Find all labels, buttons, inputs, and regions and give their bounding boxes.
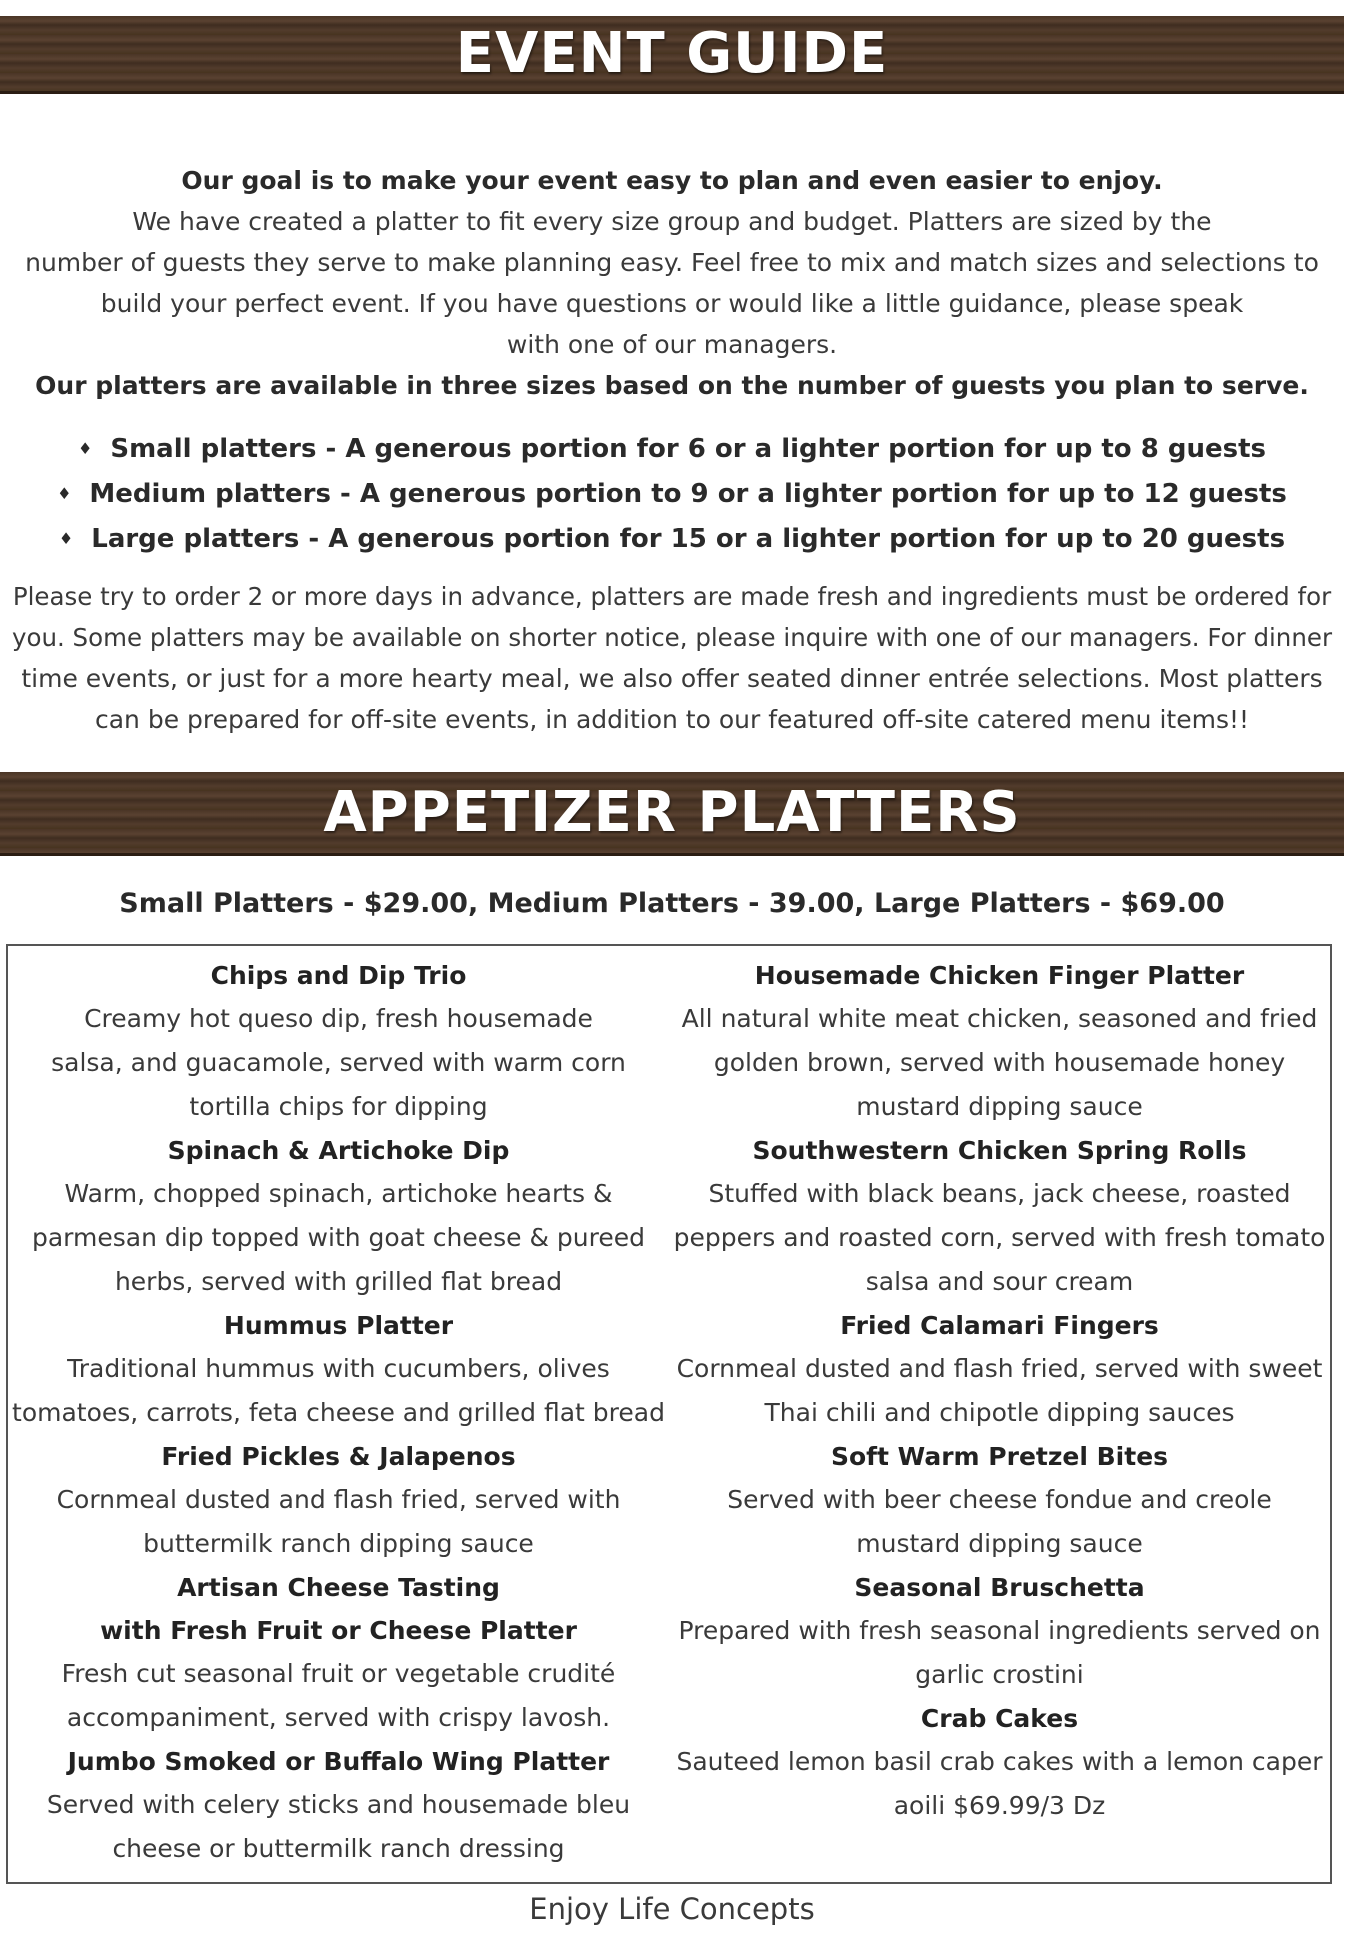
menu-item-description: Cornmeal dusted and flash fried, served with sweet xyxy=(676,1354,1323,1383)
menu-item-description: Cornmeal dusted and flash fried, served with xyxy=(56,1485,621,1514)
menu-item-description: herbs, served with grilled flat bread xyxy=(114,1267,563,1296)
menu-item-name: with Fresh Fruit or Cheese Platter xyxy=(100,1616,577,1645)
sizes-heading: Our platters are available in three sizes based on the number of guests you plan to serve. xyxy=(35,371,1309,400)
menu-item-name: Artisan Cheese Tasting xyxy=(177,1573,500,1602)
menu-item-description: tomatoes, carrots, feta cheese and grilled flat bread xyxy=(12,1398,665,1427)
menu-item-description: accompaniment, served with crispy lavosh. xyxy=(66,1703,611,1732)
menu-item-description: tortilla chips for dipping xyxy=(189,1092,488,1121)
menu-item-description: Served with celery sticks and housemade bleu xyxy=(46,1790,631,1819)
menu-item-name: Chips and Dip Trio xyxy=(210,961,467,990)
menu-column-right xyxy=(669,954,1330,1882)
event-guide-banner xyxy=(0,16,1344,94)
advance-line: time events, or just for a more hearty meal, we also offer seated dinner entrée selections. Most platters xyxy=(21,664,1323,693)
menu-item xyxy=(8,1129,669,1304)
menu-item xyxy=(8,954,669,1129)
event-guide-title: EVENT GUIDE xyxy=(455,21,889,86)
menu-item-description: buttermilk ranch dipping sauce xyxy=(143,1529,534,1558)
intro-line: build your perfect event. If you have questions or would like a little guidance, please speak xyxy=(100,289,1244,318)
menu-item-description: aoili $69.99/3 Dz xyxy=(893,1791,1106,1820)
menu-item-description: mustard dipping sauce xyxy=(856,1092,1143,1121)
menu-item-name: Southwestern Chicken Spring Rolls xyxy=(752,1136,1247,1165)
menu-item-description: Sauteed lemon basil crab cakes with a lemon caper xyxy=(676,1747,1323,1776)
menu-item-name: Fried Calamari Fingers xyxy=(840,1311,1159,1340)
appetizer-banner xyxy=(0,772,1344,856)
intro-line: with one of our managers. xyxy=(506,330,838,359)
advance-order-note xyxy=(0,576,1344,740)
menu-item-description: Stuffed with black beans, jack cheese, roasted xyxy=(708,1179,1291,1208)
menu-item xyxy=(8,1435,669,1566)
menu-column-left xyxy=(8,954,669,1882)
menu-item-description: golden brown, served with housemade honey xyxy=(713,1048,1286,1077)
platter-sizes-list xyxy=(0,428,1344,563)
size-large: ♦ Large platters - A generous portion for 15 or a lighter portion for up to 20 guests xyxy=(0,518,1344,563)
appetizer-title: APPETIZER PLATTERS xyxy=(323,780,1021,845)
menu-item-description: garlic crostini xyxy=(915,1660,1084,1689)
menu-item xyxy=(669,954,1330,1129)
menu-item-description: Thai chili and chipotle dipping sauces xyxy=(764,1398,1235,1427)
menu-item-description: Fresh cut seasonal fruit or vegetable crudité xyxy=(61,1659,616,1688)
intro-line: We have created a platter to fit every size group and budget. Platters are sized by the xyxy=(132,207,1212,236)
menu-item-name: Seasonal Bruschetta xyxy=(854,1573,1145,1602)
size-small: ♦ Small platters - A generous portion for 6 or a lighter portion for up to 8 guests xyxy=(0,428,1344,473)
menu-item xyxy=(8,1740,669,1871)
intro-line: number of guests they serve to make planning easy. Feel free to mix and match sizes and selections to xyxy=(25,248,1319,277)
menu-item xyxy=(669,1129,1330,1304)
menu-item-description: Traditional hummus with cucumbers, olives xyxy=(67,1354,610,1383)
size-medium: ♦ Medium platters - A generous portion to 9 or a lighter portion for up to 12 guests xyxy=(0,473,1344,518)
menu-item-name: Spinach & Artichoke Dip xyxy=(167,1136,510,1165)
advance-line: you. Some platters may be available on shorter notice, please inquire with one of our managers. For dinner xyxy=(11,623,1333,652)
menu-item-description: salsa and sour cream xyxy=(865,1267,1134,1296)
menu-item xyxy=(669,1697,1330,1828)
menu-item-description: Warm, chopped spinach, artichoke hearts & xyxy=(64,1179,613,1208)
menu-item-description: mustard dipping sauce xyxy=(856,1529,1143,1558)
menu-item-description: Creamy hot queso dip, fresh housemade xyxy=(84,1004,593,1033)
menu-item-name: Housemade Chicken Finger Platter xyxy=(754,961,1245,990)
advance-line: Please try to order 2 or more days in advance, platters are made fresh and ingredients must be ordered for xyxy=(12,582,1332,611)
menu-item-description: cheese or buttermilk ranch dressing xyxy=(112,1834,565,1863)
menu-item-description: All natural white meat chicken, seasoned and fried xyxy=(681,1004,1318,1033)
menu-item xyxy=(669,1304,1330,1435)
footer-brand: Enjoy Life Concepts xyxy=(529,1892,815,1926)
menu-item-description: peppers and roasted corn, served with fresh tomato xyxy=(673,1223,1326,1252)
menu-item-name: Crab Cakes xyxy=(920,1704,1079,1733)
menu-item-description: parmesan dip topped with goat cheese & pureed xyxy=(31,1223,645,1252)
appetizer-menu xyxy=(6,944,1332,1884)
menu-item xyxy=(8,1566,669,1740)
menu-item xyxy=(8,1304,669,1435)
menu-item-description: Prepared with fresh seasonal ingredients served on xyxy=(678,1616,1321,1645)
menu-item xyxy=(669,1566,1330,1697)
advance-line: can be prepared for off-site events, in addition to our featured off-site catered menu items!! xyxy=(94,705,1250,734)
menu-item-name: Hummus Platter xyxy=(223,1311,454,1340)
event-guide-intro xyxy=(0,160,1344,406)
menu-item-description: Served with beer cheese fondue and creole xyxy=(727,1485,1272,1514)
intro-lead: Our goal is to make your event easy to plan and even easier to enjoy. xyxy=(181,166,1163,195)
menu-item-name: Fried Pickles & Jalapenos xyxy=(161,1442,516,1471)
menu-item-name: Jumbo Smoked or Buffalo Wing Platter xyxy=(67,1747,610,1776)
menu-item xyxy=(669,1435,1330,1566)
platter-prices: Small Platters - $29.00, Medium Platters - 39.00, Large Platters - $69.00 xyxy=(119,888,1225,919)
menu-item-name: Soft Warm Pretzel Bites xyxy=(830,1442,1169,1471)
menu-item-description: salsa, and guacamole, served with warm corn xyxy=(51,1048,626,1077)
